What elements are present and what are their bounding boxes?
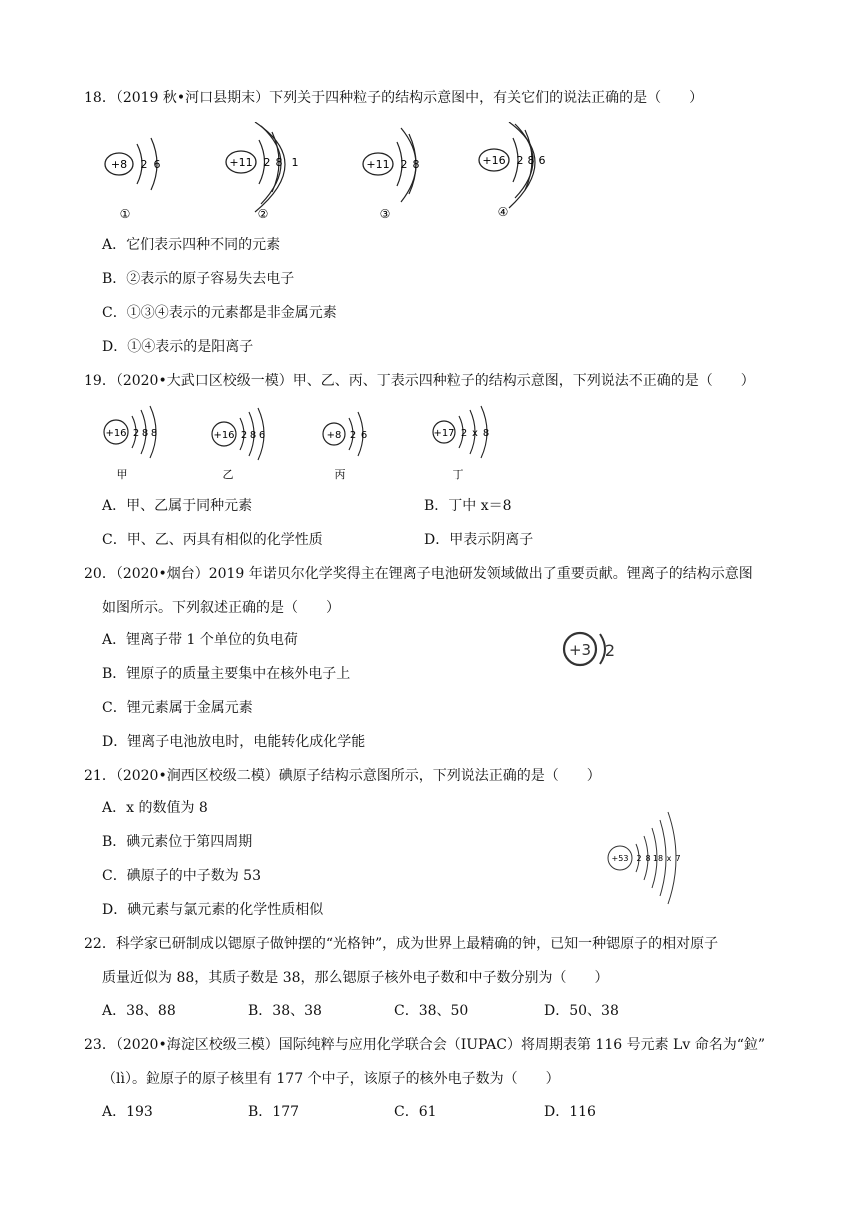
q18-d2-label: ② bbox=[257, 207, 269, 221]
q23-option-b[interactable]: B．177 bbox=[248, 1104, 300, 1120]
q19-diagram-jia bbox=[104, 406, 157, 481]
q18-d1-nucleus: +8 bbox=[110, 158, 128, 171]
q19-option-d[interactable]: D．甲表示阴离子 bbox=[424, 532, 534, 548]
q19-d2-label: 乙 bbox=[222, 468, 234, 481]
q18-d4-nucleus: +16 bbox=[482, 154, 506, 167]
q21-shell-2: 8 bbox=[645, 854, 651, 863]
q18-diagrams bbox=[95, 122, 565, 222]
q18-d4-shell-1: 2 bbox=[516, 154, 524, 167]
q21-shell-3: 18 bbox=[652, 854, 664, 863]
q23-stem: 23．（2020•海淀区校级三模）国际纯粹与应用化学联合会（IUPAC）将周期表第 116 号元素 Lv 命名为“鉝” bbox=[84, 1037, 766, 1053]
q19-d4-nucleus: +17 bbox=[433, 428, 455, 439]
q19-diagram-yi bbox=[212, 408, 265, 481]
q19-d2-nucleus: +16 bbox=[213, 430, 235, 441]
q18-diagram-2 bbox=[226, 122, 299, 221]
q20-stem-cont: 如图所示。下列叙述正确的是（ ） bbox=[102, 600, 340, 616]
q19-option-a[interactable]: A．甲、乙属于同种元素 bbox=[102, 498, 253, 514]
q18-d4-shell-2: 8 bbox=[527, 154, 535, 167]
q19-d4-shell-3: 8 bbox=[482, 428, 490, 439]
q22-option-c[interactable]: C．38、50 bbox=[394, 1003, 469, 1019]
q18-stem: 18．（2019 秋•河口县期末）下列关于四种粒子的结构示意图中，有关它们的说法正确的是（ ） bbox=[84, 90, 704, 106]
q19-diagrams bbox=[100, 404, 520, 486]
q20-option-d[interactable]: D．锂离子电池放电时，电能转化成化学能 bbox=[102, 734, 366, 750]
q18-d3-nucleus: +11 bbox=[366, 158, 390, 171]
q23-option-d[interactable]: D．116 bbox=[544, 1104, 596, 1120]
q22-stem-cont: 质量近似为 88，其质子数是 38，那么锶原子核外电子数和中子数分别为（ ） bbox=[102, 970, 609, 986]
q18-diagram-4 bbox=[479, 122, 546, 219]
q18-d1-shell-1: 2 bbox=[140, 158, 148, 171]
q19-d1-shell-1: 2 bbox=[132, 428, 140, 439]
q18-d4-label: ④ bbox=[497, 205, 509, 219]
q19-d4-shell-1: 2 bbox=[460, 428, 468, 439]
q18-diagram-1 bbox=[105, 138, 161, 221]
q18-d2-shell-1: 2 bbox=[263, 156, 271, 169]
q19-d3-nucleus: +8 bbox=[326, 430, 342, 441]
q21-option-a[interactable]: A．x 的数值为 8 bbox=[102, 800, 208, 816]
q18-d2-shell-3: 1 bbox=[291, 156, 299, 169]
q19-stem: 19．（2020•大武口区校级一模）甲、乙、丙、丁表示四种粒子的结构示意图，下列说法不正确的是（ ） bbox=[84, 373, 755, 389]
q18-diagram-3 bbox=[363, 128, 420, 221]
q18-d2-shell-2: 8 bbox=[275, 156, 283, 169]
q22-option-d[interactable]: D．50、38 bbox=[544, 1003, 619, 1019]
q19-d2-shell-2: 8 bbox=[249, 430, 257, 441]
q21-option-d[interactable]: D．碘元素与氯元素的化学性质相似 bbox=[102, 902, 324, 918]
q21-shell-4: x bbox=[666, 854, 672, 863]
q19-d1-shell-2: 8 bbox=[141, 428, 149, 439]
q22-option-a[interactable]: A．38、88 bbox=[102, 1003, 176, 1019]
q19-option-b[interactable]: B．丁中 x＝8 bbox=[424, 498, 512, 514]
q19-d1-shell-3: 8 bbox=[150, 428, 158, 439]
q20-option-b[interactable]: B．锂原子的质量主要集中在核外电子上 bbox=[102, 666, 351, 682]
q18-d4-shell-3: 6 bbox=[538, 154, 546, 167]
q19-d4-shell-2: x bbox=[472, 428, 478, 439]
q19-d3-shell-1: 2 bbox=[349, 430, 357, 441]
q19-diagram-bing bbox=[323, 412, 367, 481]
q20-nucleus: +3 bbox=[568, 641, 592, 659]
q19-d2-shell-3: 6 bbox=[258, 430, 266, 441]
q21-diagram bbox=[606, 810, 696, 906]
q20-stem: 20．（2020•烟台）2019 年诺贝尔化学奖得主在锂离子电池研发领域做出了重要贡献。锂离子的结构示意图 bbox=[84, 566, 753, 582]
q19-d1-label: 甲 bbox=[116, 468, 128, 481]
q19-d3-label: 丙 bbox=[334, 468, 346, 481]
q23-stem-cont: （lì）。鉝原子的原子核里有 177 个中子，该原子的核外电子数为（ ） bbox=[102, 1071, 560, 1087]
q20-option-a[interactable]: A．锂离子带 1 个单位的负电荷 bbox=[102, 632, 298, 648]
q21-nucleus: +53 bbox=[611, 854, 629, 863]
q23-option-a[interactable]: A．193 bbox=[102, 1104, 153, 1120]
q21-option-c[interactable]: C．碘原子的中子数为 53 bbox=[102, 868, 261, 884]
q18-d3-shell-2: 8 bbox=[412, 158, 420, 171]
q20-shell-1: 2 bbox=[604, 641, 616, 660]
q23-option-c[interactable]: C．61 bbox=[394, 1104, 437, 1120]
q21-option-b[interactable]: B．碘元素位于第四周期 bbox=[102, 834, 253, 850]
q18-d1-label: ① bbox=[119, 207, 131, 221]
q19-option-c[interactable]: C．甲、乙、丙具有相似的化学性质 bbox=[102, 532, 323, 548]
q19-diagram-ding bbox=[433, 406, 489, 481]
q20-diagram bbox=[560, 628, 630, 670]
q18-option-d[interactable]: D．①④表示的是阳离子 bbox=[102, 339, 254, 355]
q19-d2-shell-1: 2 bbox=[240, 430, 248, 441]
q18-option-c[interactable]: C．①③④表示的元素都是非金属元素 bbox=[102, 305, 337, 321]
q18-option-a[interactable]: A．它们表示四种不同的元素 bbox=[102, 237, 281, 253]
q19-d3-shell-2: 6 bbox=[360, 430, 368, 441]
q19-d1-nucleus: +16 bbox=[105, 428, 127, 439]
q20-option-c[interactable]: C．锂元素属于金属元素 bbox=[102, 700, 253, 716]
q18-option-b[interactable]: B．②表示的原子容易失去电子 bbox=[102, 271, 295, 287]
q18-d3-shell-1: 2 bbox=[400, 158, 408, 171]
q22-stem: 22．科学家已研制成以锶原子做钟摆的“光格钟”，成为世界上最精确的钟，已知一种锶原子的相对原子 bbox=[84, 936, 719, 952]
q18-d1-shell-2: 6 bbox=[153, 158, 161, 171]
q22-option-b[interactable]: B．38、38 bbox=[248, 1003, 322, 1019]
q21-shell-1: 2 bbox=[636, 854, 642, 863]
q19-d4-label: 丁 bbox=[452, 468, 464, 481]
q21-shell-5: 7 bbox=[675, 854, 681, 863]
q21-stem: 21．（2020•涧西区校级二模）碘原子结构示意图所示，下列说法正确的是（ ） bbox=[84, 768, 601, 784]
q18-d3-label: ③ bbox=[379, 207, 391, 221]
q18-d2-nucleus: +11 bbox=[229, 156, 253, 169]
